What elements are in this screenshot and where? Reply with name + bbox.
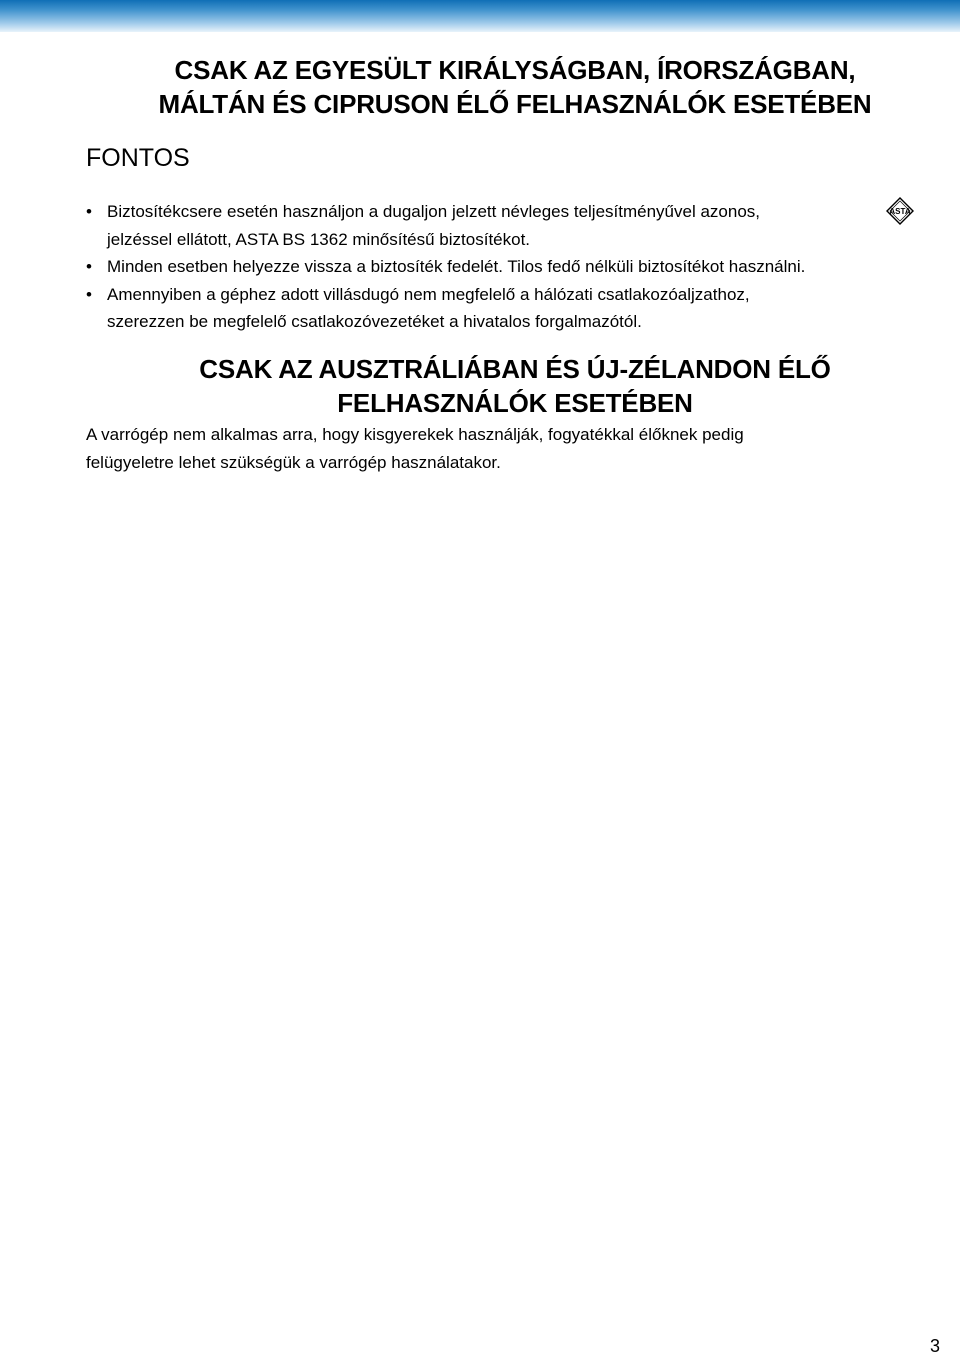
list-item (86, 281, 926, 336)
au-body-line-2: felügyeletre lehet szükségük a varrógép használatakor. (86, 452, 501, 472)
asta-mark-text: ASTA (889, 207, 911, 217)
asta-certification-icon (885, 196, 915, 226)
header-gradient-bar (0, 0, 960, 32)
important-label: FONTOS (86, 144, 190, 172)
uk-instruction-list (86, 198, 926, 336)
au-heading-line-1: CSAK AZ AUSZTRÁLIÁBAN ÉS ÚJ-ZÉLANDON ÉLŐ (199, 354, 831, 384)
bullet-icon: • (86, 284, 92, 304)
bullet-3-line-2: szerezzen be megfelelő csatlakozóvezetéket a hivatalos forgalmazótól. (107, 312, 642, 331)
page-number: 3 (930, 1336, 941, 1356)
list-item (86, 198, 926, 253)
au-body-line-1: A varrógép nem alkalmas arra, hogy kisgyerekek használják, fogyatékkal élőknek pedig (86, 425, 744, 444)
bullet-3-line-1: Amennyiben a géphez adott villásdugó nem megfelelő a hálózati csatlakozóaljzathoz, (107, 284, 750, 304)
bullet-1-line-2: jelzéssel ellátott, ASTA BS 1362 minősítésű biztosítékot. (107, 229, 531, 249)
bullet-2-line-1: Minden esetben helyezze vissza a biztosíték fedelét. Tilos fedő nélküli biztosítékot használni. (107, 257, 806, 276)
au-heading-line-2: FELHASZNÁLÓK ESETÉBEN (337, 388, 693, 418)
uk-section-heading (100, 53, 930, 121)
au-body-text (86, 421, 936, 476)
uk-heading-line-2: MÁLTÁN ÉS CIPRUSON ÉLŐ FELHASZNÁLÓK ESETÉBEN (158, 89, 872, 119)
au-section-heading (100, 352, 930, 420)
bullet-icon: • (86, 202, 92, 221)
uk-heading-line-1: CSAK AZ EGYESÜLT KIRÁLYSÁGBAN, ÍRORSZÁGBAN, (174, 55, 856, 85)
list-item (86, 253, 926, 281)
bullet-icon: • (86, 257, 92, 276)
bullet-1-line-1: Biztosítékcsere esetén használjon a dugaljon jelzett névleges teljesítményűvel azonos, (107, 202, 760, 221)
